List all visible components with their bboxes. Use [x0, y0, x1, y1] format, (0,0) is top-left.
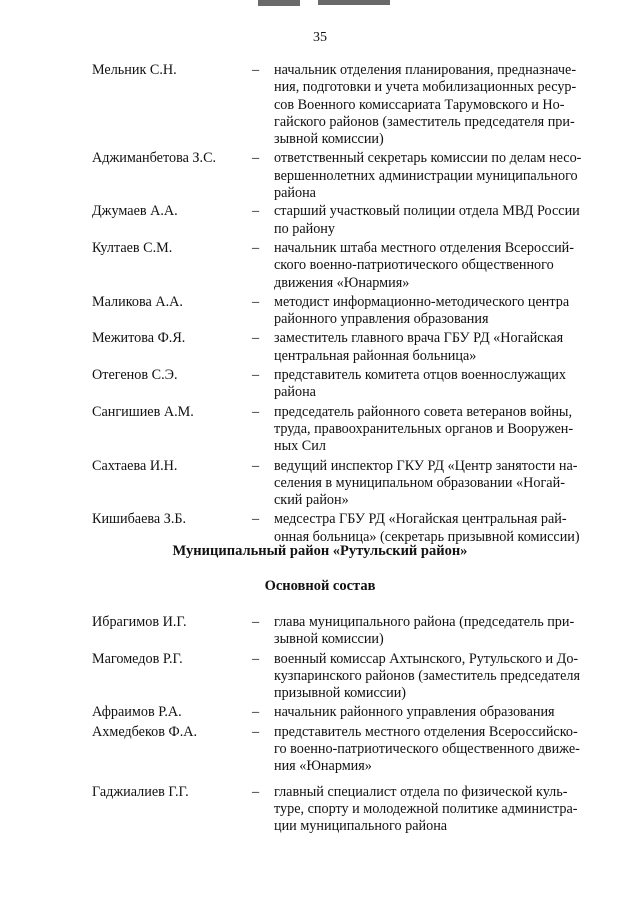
- member-name: Отегенов С.Э.: [92, 367, 178, 384]
- scan-mark-left: [258, 0, 300, 6]
- dash-separator: –: [252, 457, 260, 474]
- member-role: [274, 458, 598, 510]
- member-name: Маликова А.А.: [92, 293, 183, 310]
- member-row: [92, 724, 598, 776]
- member-row: [92, 784, 598, 836]
- member-name: Ибрагимов И.Г.: [92, 614, 187, 630]
- district-heading: Муниципальный район «Рутульский район»: [172, 543, 468, 559]
- member-row: [92, 150, 598, 202]
- role-line: по району: [274, 220, 335, 237]
- member-name: Култаев С.М.: [92, 239, 173, 256]
- dash-separator: –: [252, 650, 260, 667]
- dash-separator: –: [252, 704, 260, 721]
- dash-separator: –: [252, 62, 260, 78]
- role-line: го военно-патриотического общественного движе-: [274, 741, 580, 758]
- member-name: Джумаев А.А.: [92, 203, 178, 220]
- member-role: [274, 704, 598, 721]
- role-line: района: [274, 185, 316, 202]
- role-line: района: [274, 384, 316, 401]
- role-line: ции муниципального района: [274, 818, 448, 835]
- role-line: ского военно-патриотического общественного: [274, 257, 554, 274]
- role-line: районного управления образования: [274, 311, 489, 328]
- member-name: Сахтаева И.Н.: [92, 457, 178, 474]
- member-name: Сангишиев А.М.: [92, 403, 194, 420]
- member-role: [274, 62, 598, 148]
- member-name: Афраимов Р.А.: [92, 704, 182, 721]
- member-row: [92, 330, 598, 365]
- role-line: труда, правоохранительных органов и Вооружен-: [274, 420, 574, 437]
- member-name: Межитова Ф.Я.: [92, 330, 186, 347]
- role-line: ния, подготовки и учета мобилизационных ресур-: [274, 79, 577, 96]
- member-row: [92, 458, 598, 510]
- role-line: зывной комиссии): [274, 131, 384, 148]
- role-line: селения в муниципальном образовании «Ногай-: [274, 474, 565, 491]
- member-row: [92, 367, 598, 402]
- role-line: туре, спорту и молодежной политике администра-: [274, 800, 578, 817]
- role-line: движения «Юнармия»: [274, 274, 410, 291]
- member-role: [274, 330, 598, 365]
- dash-separator: –: [252, 614, 260, 630]
- member-role: [274, 203, 598, 238]
- member-role: [274, 784, 598, 836]
- member-role: [274, 614, 598, 649]
- member-role: [274, 150, 598, 202]
- member-row: [92, 404, 598, 456]
- scan-mark-right: [318, 0, 390, 5]
- member-role: [274, 651, 598, 703]
- role-line: главный специалист отдела по физической куль-: [274, 783, 568, 800]
- member-row: [92, 294, 598, 329]
- member-name: Кишибаева З.Б.: [92, 511, 187, 528]
- dash-separator: –: [252, 239, 260, 256]
- member-name: Аджиманбетова З.С.: [92, 150, 217, 167]
- role-line: начальник районного управления образования: [274, 704, 555, 721]
- dash-separator: –: [252, 403, 260, 420]
- member-role: [274, 724, 598, 776]
- member-role: [274, 240, 598, 292]
- dash-separator: –: [252, 203, 260, 220]
- role-line: заместитель главного врача ГБУ РД «Ногайская: [274, 330, 564, 347]
- member-role: [274, 367, 598, 402]
- commission-list-rutul: [92, 614, 598, 836]
- dash-separator: –: [252, 511, 260, 528]
- member-row: [92, 614, 598, 649]
- role-line: медсестра ГБУ РД «Ногайская центральная рай-: [274, 511, 567, 528]
- dash-separator: –: [252, 150, 260, 167]
- member-role: [274, 511, 598, 546]
- dash-separator: –: [252, 783, 260, 800]
- member-role: [274, 294, 598, 329]
- role-line: представитель комитета отцов военнослужащих: [274, 367, 566, 384]
- member-role: [274, 404, 598, 456]
- member-name: Мельник С.Н.: [92, 62, 177, 78]
- role-line: начальник отделения планирования, предназначе-: [274, 62, 577, 78]
- role-line: онная больница» (секретарь призывной комиссии): [274, 528, 580, 545]
- page-number: 35: [313, 30, 327, 45]
- member-row: [92, 203, 598, 238]
- role-line: ский район»: [274, 492, 349, 509]
- dash-separator: –: [252, 723, 260, 740]
- member-row: [92, 511, 598, 546]
- role-line: гайского районов (заместитель председателя при-: [274, 113, 575, 130]
- role-line: председатель районного совета ветеранов войны,: [274, 403, 573, 420]
- member-row: [92, 704, 598, 721]
- role-line: начальник штаба местного отделения Всероссий-: [274, 239, 574, 256]
- role-line: представитель местного отделения Всероссийско-: [274, 723, 578, 740]
- dash-separator: –: [252, 367, 260, 384]
- commission-list-nogai: [92, 62, 598, 546]
- member-name: Гаджиалиев Г.Г.: [92, 783, 189, 800]
- member-name: Ахмедбеков Ф.А.: [92, 723, 198, 740]
- role-line: ных Сил: [274, 438, 326, 455]
- role-line: старший участковый полиции отдела МВД России: [274, 203, 580, 220]
- role-line: центральная районная больница»: [274, 347, 477, 364]
- member-row: [92, 651, 598, 703]
- role-line: ния «Юнармия»: [274, 758, 372, 775]
- member-row: [92, 62, 598, 148]
- role-line: вершеннолетних администрации муниципального: [274, 167, 578, 184]
- role-line: кузпаринского районов (заместитель председателя: [274, 667, 581, 684]
- dash-separator: –: [252, 330, 260, 347]
- role-line: методист информационно-методического центра: [274, 293, 570, 310]
- role-line: глава муниципального района (председатель при-: [274, 614, 575, 630]
- role-line: сов Военного комиссариата Тарумовского и Но-: [274, 96, 565, 113]
- role-line: призывной комиссии): [274, 685, 407, 702]
- role-line: военный комиссар Ахтынского, Рутульского и До-: [274, 650, 579, 667]
- role-line: ведущий инспектор ГКУ РД «Центр занятости на-: [274, 457, 578, 474]
- dash-separator: –: [252, 293, 260, 310]
- member-row: [92, 240, 598, 292]
- composition-heading: Основной состав: [264, 578, 376, 594]
- role-line: ответственный секретарь комиссии по делам несо-: [274, 150, 582, 167]
- member-name: Магомедов Р.Г.: [92, 650, 183, 667]
- role-line: зывной комиссии): [274, 631, 384, 648]
